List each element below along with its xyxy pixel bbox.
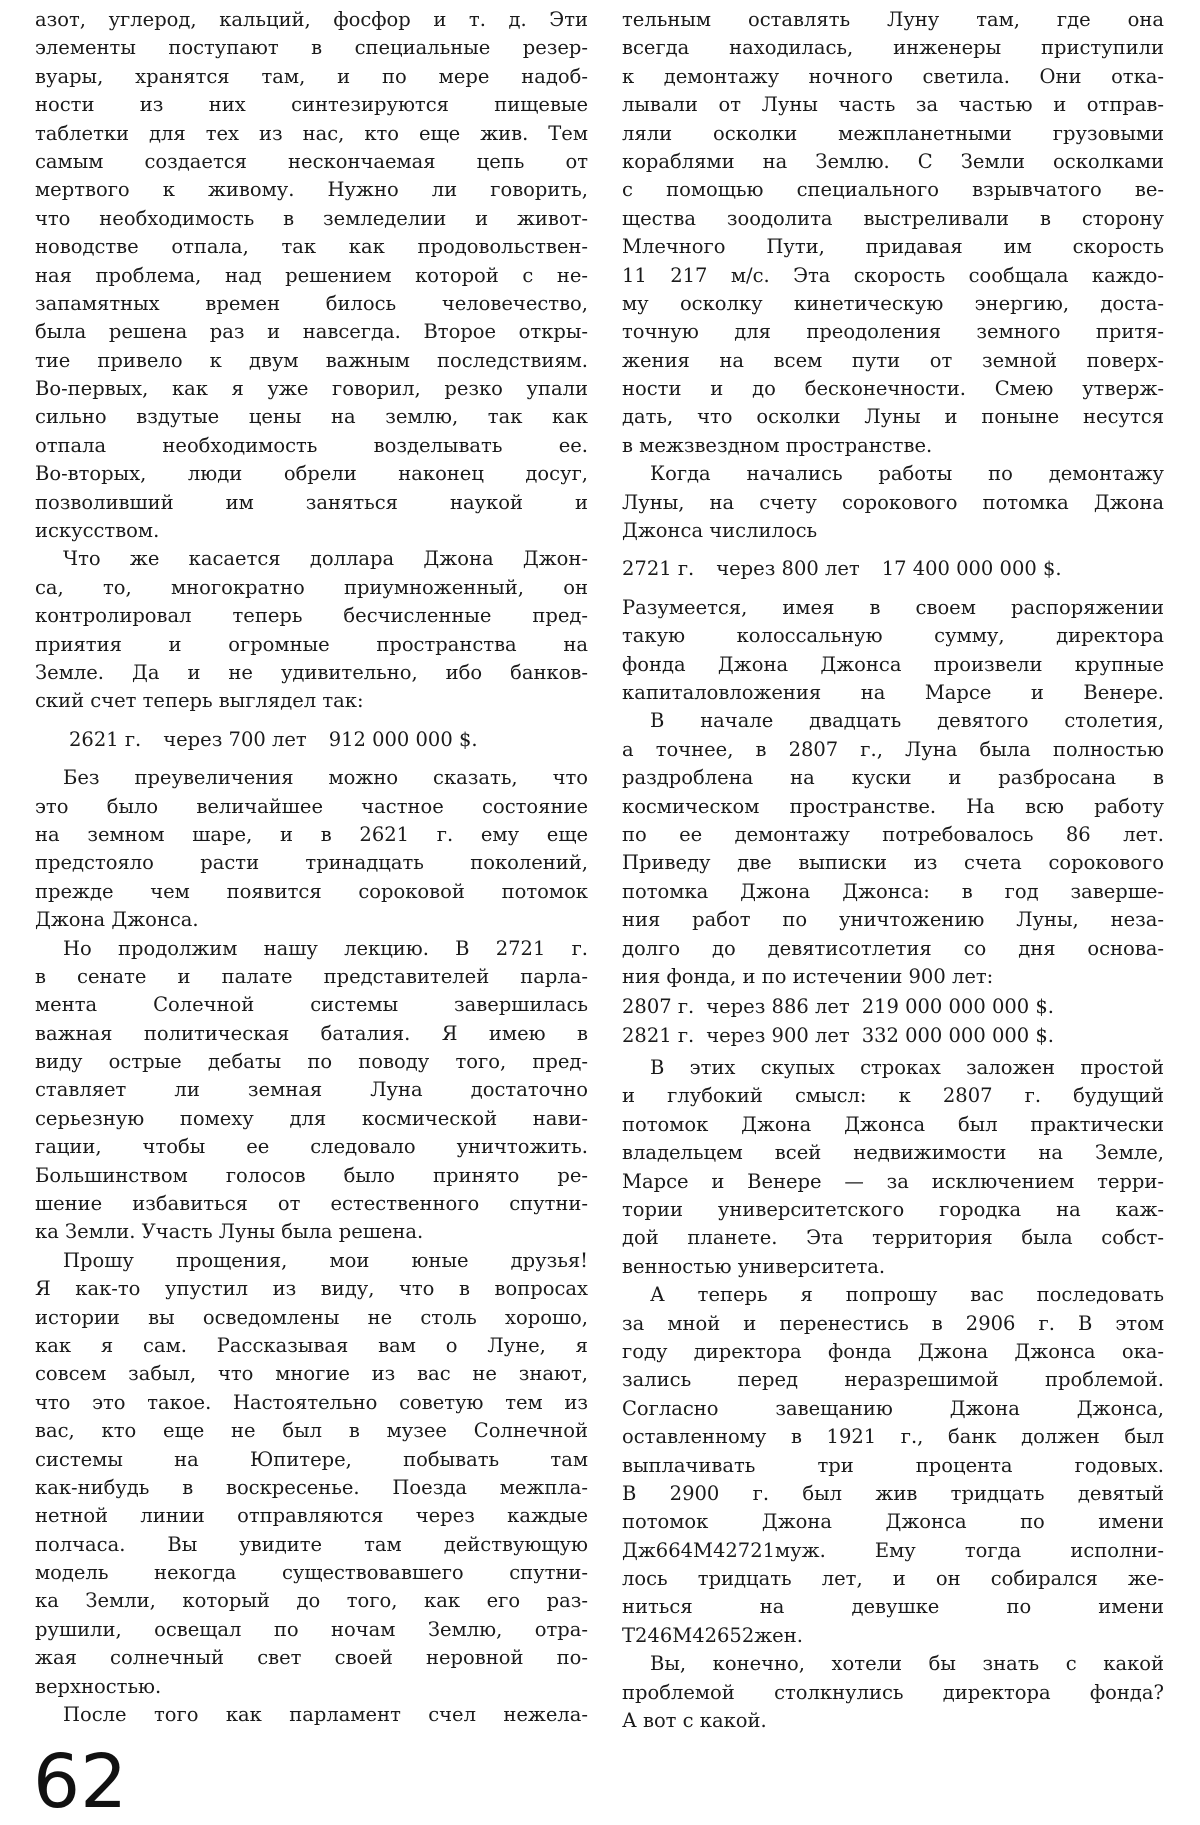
text-line: важная политическая баталия. Я имею в [35, 1021, 588, 1045]
paragraph [622, 1650, 1164, 1735]
paragraph [35, 6, 588, 545]
text-line: Луны, на счету сорокового потомка Джона [622, 490, 1164, 514]
text-line: серьезную помеху для космической нави- [35, 1106, 588, 1130]
text-line: ляли осколки межпланетными грузовыми [622, 121, 1164, 145]
text-line: дой планете. Эта территория была собст- [622, 1226, 1164, 1250]
text-line: Млечного Пути, придавая им скорость [622, 235, 1164, 259]
text-line: верхностью. [35, 1674, 162, 1698]
text-line: А вот с какой. [622, 1709, 767, 1733]
text-line: Что же касается доллара Джона Джон- [63, 547, 588, 571]
ledger-row [622, 1022, 1164, 1050]
paragraph [35, 545, 588, 715]
account-ledger [622, 555, 1164, 583]
text-line: потомок Джона Джонса был практически [622, 1112, 1164, 1136]
text-line: лывали от Луны часть за частью и отправ- [622, 93, 1164, 117]
text-line: оставленному в 1921 г., банк должен был [622, 1425, 1164, 1449]
text-line: системы на Юпитере, побывать там [35, 1447, 588, 1471]
text-line: такую колоссальную сумму, директора [622, 624, 1164, 648]
text-line: Во-первых, как я уже говорил, резко упали [35, 377, 588, 401]
text-line: ности из них синтезируются пищевые [35, 93, 588, 117]
text-line: таблетки для тех из нас, кто еще жив. Тем [35, 121, 588, 145]
ledger-term: через 900 лет [706, 1023, 850, 1047]
text-line: к демонтажу ночного светила. Они отка- [622, 64, 1164, 88]
text-line: тие привело к двум важным последствиям. [35, 348, 588, 372]
text-line: потомка Джона Джонса: в год заверше- [622, 879, 1164, 903]
text-line: совсем забыл, что многие из вас не знают, [35, 1362, 588, 1386]
ledger-row [35, 726, 588, 754]
text-line: В этих скупых строках заложен простой [650, 1056, 1164, 1080]
text-line: Я как-то упустил из виду, что в вопросах [35, 1277, 588, 1301]
ledger-term: через 800 лет [716, 557, 860, 581]
text-line: виду острые дебаты по поводу того, пред- [35, 1050, 588, 1074]
text-line: ка Земли. Участь Луны была решена. [35, 1220, 424, 1244]
text-line: это было величайшее частное состояние [35, 794, 588, 818]
text-line: нетной линии отправляются через каждые [35, 1504, 588, 1528]
left-column [35, 6, 588, 1729]
text-line: году директора фонда Джона Джонса ока- [622, 1339, 1164, 1363]
text-line: ния работ по уничтожению Луны, неза- [622, 908, 1164, 932]
paragraph [622, 460, 1164, 545]
text-line: Джонса числилось [622, 519, 818, 543]
text-line: После того как парламент счел нежела- [63, 1703, 588, 1727]
text-line: сильно вздутые цены на землю, так как [35, 405, 588, 429]
ledger-year: 2807 г. [622, 995, 695, 1019]
ledger-row [622, 555, 1164, 583]
text-line: проблемой столкнулись директора фонда? [622, 1680, 1164, 1704]
text-line: приятия и огромные пространства на [35, 632, 588, 656]
text-line: Когда начались работы по демонтажу [650, 462, 1164, 486]
text-line: запамятных времен билось человечество, [35, 291, 588, 315]
ledger-amount: 332 000 000 000 $. [861, 1023, 1054, 1047]
text-line: как-нибудь в воскресенье. Поезда межпла- [35, 1475, 588, 1499]
text-line: раздроблена на куски и разбросана в [622, 766, 1164, 790]
text-line: Разумеется, имея в своем распоряжении [622, 595, 1164, 619]
text-line: Дж664М42721муж. Ему тогда исполни- [622, 1538, 1164, 1562]
text-line: предстояло расти тринадцать поколений, [35, 851, 588, 875]
text-line: ности и до бесконечности. Смею утверж- [622, 377, 1164, 401]
ledger-term: через 886 лет [706, 995, 850, 1019]
text-line: Джона Джонса. [35, 908, 199, 932]
text-line: А теперь я попрошу вас последовать [650, 1283, 1164, 1307]
text-line: а точнее, в 2807 г., Луна была полностью [622, 737, 1164, 761]
text-line: капиталовложения на Марсе и Венере. [622, 680, 1164, 704]
text-line: Во-вторых, люди обрели наконец досуг, [35, 462, 588, 486]
text-line: искусством. [35, 519, 160, 543]
text-line: ставляет ли земная Луна достаточно [35, 1078, 588, 1102]
text-line: Т246М42652жен. [622, 1623, 803, 1647]
text-line: отпала необходимость возделывать ее. [35, 433, 588, 457]
ledger-amount: 219 000 000 000 $. [861, 995, 1054, 1019]
text-line: В начале двадцать девятого столетия, [650, 709, 1164, 733]
paragraph [622, 707, 1164, 991]
text-line: полчаса. Вы увидите там действующую [35, 1532, 588, 1556]
paragraph [35, 764, 588, 934]
text-line: Марсе и Венере — за исключением терри- [622, 1169, 1164, 1193]
text-line: Вы, конечно, хотели бы знать с какой [650, 1652, 1164, 1676]
text-line: новодстве отпала, так как продовольствен- [35, 235, 588, 259]
account-ledger [622, 993, 1164, 1050]
text-line: элементы поступают в специальные резер- [35, 36, 588, 60]
text-line: за мной и перенестись в 2906 г. В этом [622, 1311, 1164, 1335]
ledger-amount: 912 000 000 $. [328, 727, 478, 751]
text-line: дать, что осколки Луны и поныне несутся [622, 405, 1164, 429]
paragraph [622, 6, 1164, 460]
text-line: Прошу прощения, мои юные друзья! [63, 1248, 588, 1272]
text-line: гации, чтобы ее следовало уничтожить. [35, 1135, 588, 1159]
text-line: мертвого к живому. Нужно ли говорить, [35, 178, 588, 202]
text-line: са, то, многократно приумноженный, он [35, 575, 588, 599]
text-line: шение избавиться от естественного спутни- [35, 1192, 588, 1216]
text-line: фонда Джона Джонса произвели крупные [622, 652, 1164, 676]
text-line: зались перед неразрешимой проблемой. [622, 1368, 1164, 1392]
text-line: ский счет теперь выглядел так: [35, 689, 364, 713]
text-line: венностью университета. [622, 1254, 886, 1278]
text-line: ная проблема, над решением которой с не- [35, 263, 588, 287]
text-line: кораблями на Землю. С Земли осколками [622, 149, 1164, 173]
text-line: Согласно завещанию Джона Джонса, [622, 1396, 1164, 1420]
text-line: с помощью специального взрывчатого ве- [622, 178, 1164, 202]
ledger-year: 2721 г. [622, 557, 695, 581]
text-line: прежде чем появится сороковой потомок [35, 879, 588, 903]
text-line: истории вы осведомлены не столь хорошо, [35, 1305, 588, 1329]
right-column [622, 6, 1164, 1735]
paragraph [622, 1281, 1164, 1650]
ledger-term: через 700 лет [163, 727, 307, 751]
paragraph [35, 935, 588, 1247]
text-line: Без преувеличения можно сказать, что [63, 766, 588, 790]
text-line: лось тридцать лет, и он собирался же- [622, 1567, 1164, 1591]
text-line: вас, кто еще не был в музее Солнечной [35, 1419, 588, 1443]
ledger-year: 2821 г. [622, 1023, 695, 1047]
text-line: как я сам. Рассказывая вам о Луне, я [35, 1333, 588, 1357]
text-line: и глубокий смысл: к 2807 г. будущий [622, 1084, 1164, 1108]
paragraph [35, 1701, 588, 1729]
text-line: мента Солечной системы завершилась [35, 993, 588, 1017]
ledger-amount: 17 400 000 000 $. [881, 557, 1062, 581]
text-line: ния фонда, и по истечении 900 лет: [622, 964, 994, 988]
text-line: модель некогда существовавшего спутни- [35, 1561, 588, 1585]
text-line: что необходимость в земледелии и живот- [35, 206, 588, 230]
text-line: вуары, хранятся там, и по мере надоб- [35, 64, 588, 88]
text-line: тельным оставлять Луну там, где она [622, 8, 1164, 31]
text-line: выплачивать три процента годовых. [622, 1453, 1164, 1477]
text-line: Большинством голосов было принято ре- [35, 1163, 588, 1187]
text-line: рушили, освещал по ночам Землю, отра- [35, 1617, 588, 1641]
text-line: ниться на девушке по имени [622, 1595, 1164, 1619]
paragraph [35, 1247, 588, 1701]
text-line: 11 217 м/с. Эта скорость сообщала каждо- [622, 263, 1164, 287]
text-line: владельцем всей недвижимости на Земле, [622, 1141, 1164, 1165]
text-line: по ее демонтажу потребовалось 86 лет. [622, 822, 1164, 846]
text-line: азот, углерод, кальций, фосфор и т. д. Эти [35, 8, 588, 31]
text-line: Земле. Да и не удивительно, ибо банков- [35, 660, 588, 684]
text-line: ка Земли, который до того, как его раз- [35, 1589, 588, 1613]
paragraph [622, 1054, 1164, 1281]
text-line: потомок Джона Джонса по имени [622, 1510, 1164, 1534]
account-ledger [35, 726, 588, 754]
text-line: на земном шаре, и в 2621 г. ему еще [35, 822, 588, 846]
text-line: в сенате и палате представителей парла- [35, 964, 588, 988]
text-line: самым создается нескончаемая цепь от [35, 149, 588, 173]
text-line: в межзвездном пространстве. [622, 433, 933, 457]
text-line: жения на всем пути от земной поверх- [622, 348, 1164, 372]
text-line: долго до девятисотлетия со дня основа- [622, 936, 1164, 960]
text-line: щества зоодолита выстреливали в сторону [622, 206, 1164, 230]
text-line: позволивший им заняться наукой и [35, 490, 588, 514]
text-line: Но продолжим нашу лекцию. В 2721 г. [63, 936, 588, 960]
ledger-year: 2621 г. [69, 727, 142, 751]
text-line: космическом пространстве. На всю работу [622, 794, 1164, 818]
text-line: Приведу две выписки из счета сорокового [622, 851, 1164, 875]
text-line: тории университетского городка на каж- [622, 1198, 1164, 1222]
paragraph [622, 594, 1164, 708]
text-line: му осколку кинетическую энергию, доста- [622, 291, 1164, 315]
text-line: В 2900 г. был жив тридцать девятый [622, 1481, 1164, 1505]
text-line: контролировал теперь бесчисленные пред- [35, 604, 588, 628]
page-number: 62 [33, 1739, 128, 1825]
text-line: жая солнечный свет своей неровной по- [35, 1646, 588, 1670]
ledger-row [622, 993, 1164, 1021]
text-line: была решена раз и навсегда. Второе откры- [35, 320, 588, 344]
text-line: что это такое. Настоятельно советую тем из [35, 1390, 588, 1414]
text-line: всегда находилась, инженеры приступили [622, 36, 1164, 60]
text-line: точную для преодоления земного притя- [622, 320, 1164, 344]
